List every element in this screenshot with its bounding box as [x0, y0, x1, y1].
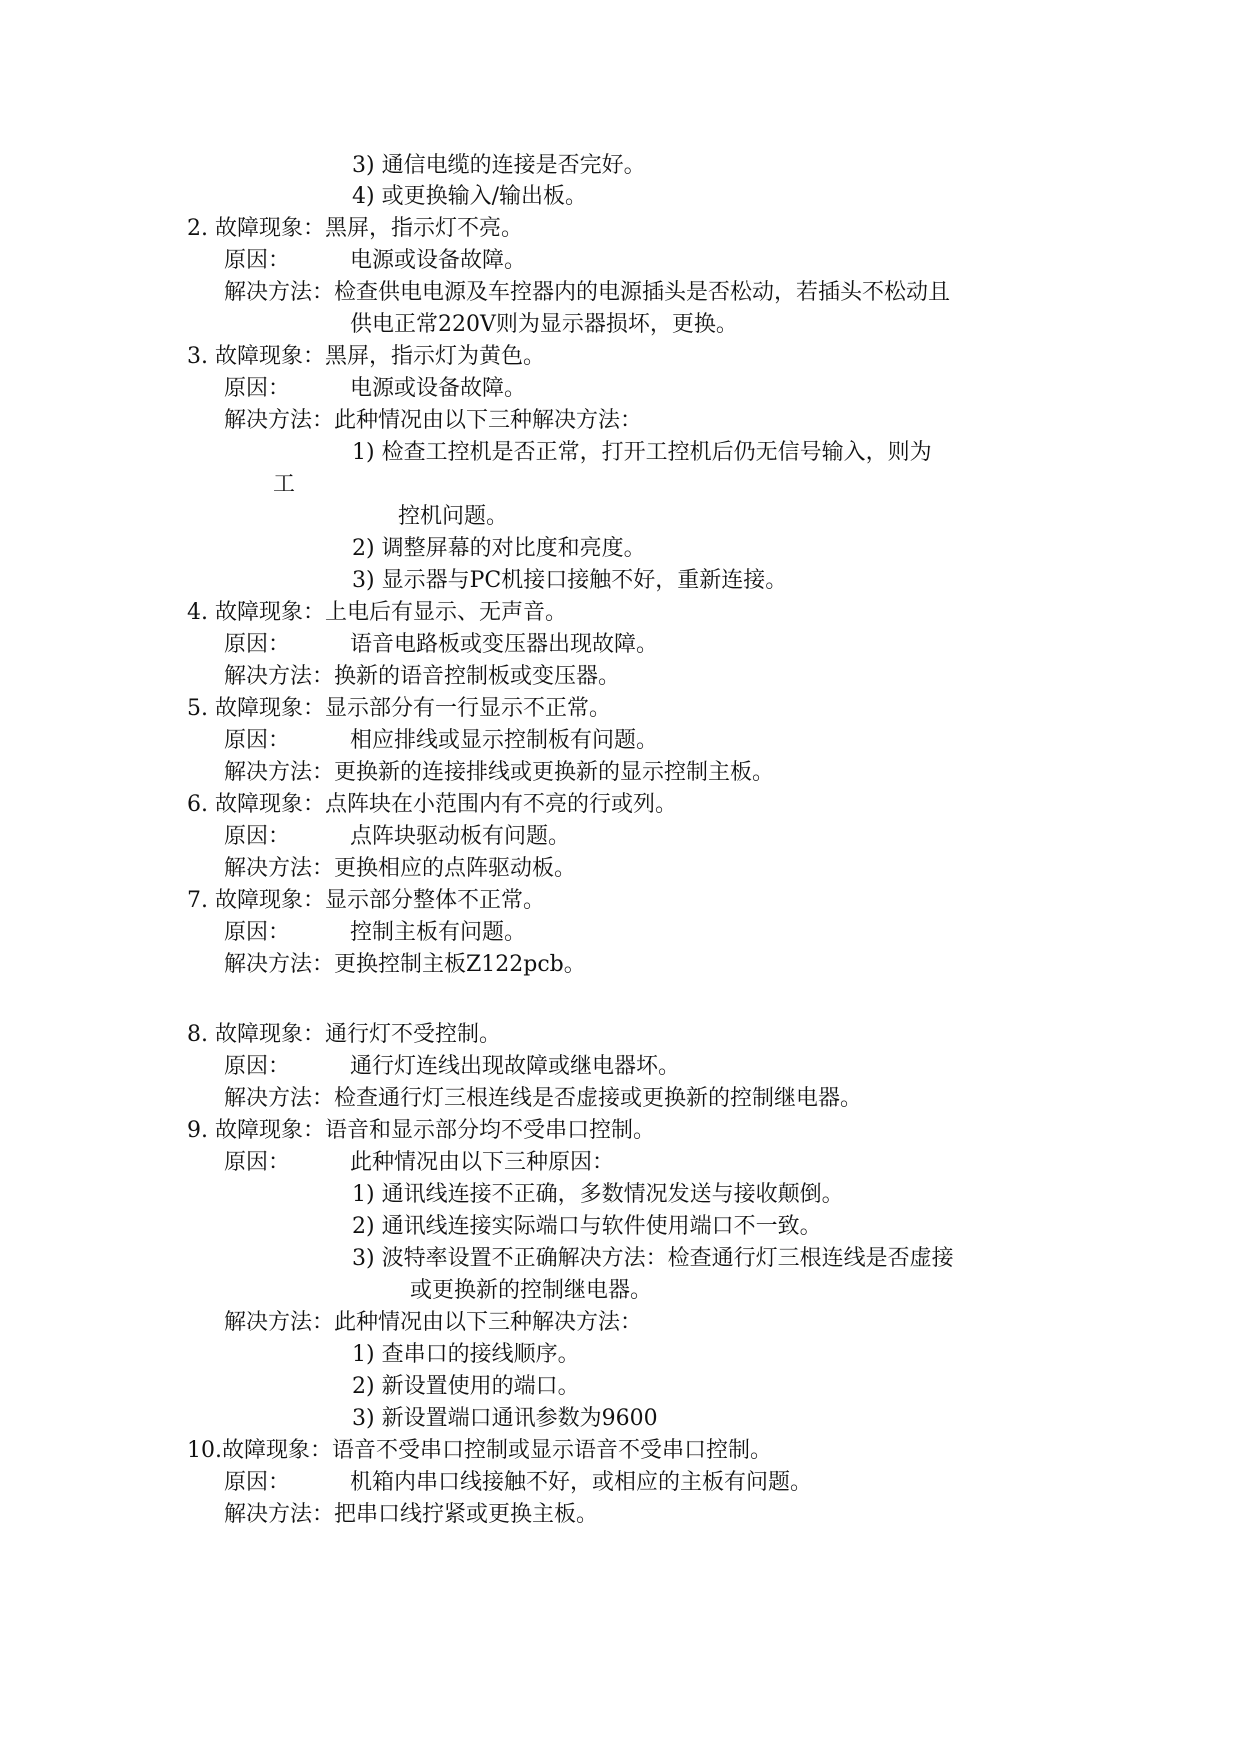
- cause-text: 机箱内串口线接触不好，或相应的主板有问题。: [350, 1470, 813, 1495]
- fault-heading: 8. 故障现象：通行灯不受控制。: [187, 1022, 501, 1047]
- fault-heading: 7. 故障现象：显示部分整体不正常。: [187, 888, 545, 913]
- fault-heading: 3. 故障现象：黑屏，指示灯为黄色。: [187, 344, 545, 369]
- cause-label: 原因：: [224, 1470, 291, 1495]
- cause-label: 原因：: [224, 1150, 291, 1175]
- cause-text: 控制主板有问题。: [350, 920, 527, 945]
- solution-line: 解决方法：更换新的连接排线或更换新的显示控制主板。: [224, 760, 775, 785]
- cause-label: 原因：: [224, 632, 291, 657]
- cause-label: 原因：: [224, 1054, 291, 1079]
- solution-line: 解决方法：更换相应的点阵驱动板。: [224, 856, 577, 881]
- cause-text: 点阵块驱动板有问题。: [350, 824, 571, 849]
- sub-item-continuation: 控机问题。: [398, 504, 509, 529]
- sub-item-continuation: 或更换新的控制继电器。: [410, 1278, 653, 1303]
- solution-line: 解决方法：此种情况由以下三种解决方法：: [224, 1310, 643, 1335]
- fault-heading: 4. 故障现象：上电后有显示、无声音。: [187, 600, 567, 625]
- sub-item: 2) 新设置使用的端口。: [352, 1374, 580, 1399]
- cause-label: 原因：: [224, 728, 291, 753]
- fault-heading: 5. 故障现象：显示部分有一行显示不正常。: [187, 696, 611, 721]
- cause-text: 通行灯连线出现故障或继电器坏。: [350, 1054, 681, 1079]
- solution-line: 解决方法：换新的语音控制板或变压器。: [224, 664, 621, 689]
- fault-heading: 2. 故障现象：黑屏，指示灯不亮。: [187, 216, 523, 241]
- sub-item: 2) 通讯线连接实际端口与软件使用端口不一致。: [352, 1214, 822, 1239]
- solution-line: 解决方法：检查供电电源及车控器内的电源插头是否松动，若插头不松动且: [224, 280, 951, 305]
- solution-line: 解决方法：检查通行灯三根连线是否虚接或更换新的控制继电器。: [224, 1086, 863, 1111]
- cause-label: 原因：: [224, 248, 291, 273]
- sub-item: 3) 显示器与PC机接口接触不好，重新连接。: [352, 568, 788, 593]
- cause-label: 原因：: [224, 824, 291, 849]
- cause-text: 电源或设备故障。: [350, 248, 527, 273]
- sub-item: 3) 新设置端口通讯参数为9600: [352, 1406, 658, 1431]
- cause-label: 原因：: [224, 376, 291, 401]
- sub-item: 1) 检查工控机是否正常，打开工控机后仍无信号输入，则为: [352, 440, 932, 465]
- fault-heading: 6. 故障现象：点阵块在小范围内有不亮的行或列。: [187, 792, 677, 817]
- solution-line: 解决方法：把串口线拧紧或更换主板。: [224, 1502, 599, 1527]
- sub-item: 3) 通信电缆的连接是否完好。: [352, 153, 646, 178]
- sub-item: 3) 波特率设置不正确解决方法：检查通行灯三根连线是否虚接: [352, 1246, 954, 1271]
- cause-text: 此种情况由以下三种原因：: [350, 1150, 615, 1175]
- sub-item: 1) 查串口的接线顺序。: [352, 1342, 580, 1367]
- solution-line: 解决方法：此种情况由以下三种解决方法：: [224, 408, 643, 433]
- cause-label: 原因：: [224, 920, 291, 945]
- cause-text: 电源或设备故障。: [350, 376, 527, 401]
- sub-item: 4) 或更换输入/输出板。: [352, 184, 587, 209]
- fault-heading: 10.故障现象：语音不受串口控制或显示语音不受串口控制。: [187, 1438, 772, 1463]
- fault-heading: 9. 故障现象：语音和显示部分均不受串口控制。: [187, 1118, 655, 1143]
- cause-text: 相应排线或显示控制板有问题。: [350, 728, 659, 753]
- solution-continuation: 供电正常220V则为显示器损坏，更换。: [350, 312, 738, 337]
- solution-line: 解决方法：更换控制主板Z122pcb。: [224, 952, 586, 977]
- sub-item: 2) 调整屏幕的对比度和亮度。: [352, 536, 646, 561]
- wrapped-character: 工: [273, 472, 296, 497]
- sub-item: 1) 通讯线连接不正确，多数情况发送与接收颠倒。: [352, 1182, 844, 1207]
- cause-text: 语音电路板或变压器出现故障。: [350, 632, 659, 657]
